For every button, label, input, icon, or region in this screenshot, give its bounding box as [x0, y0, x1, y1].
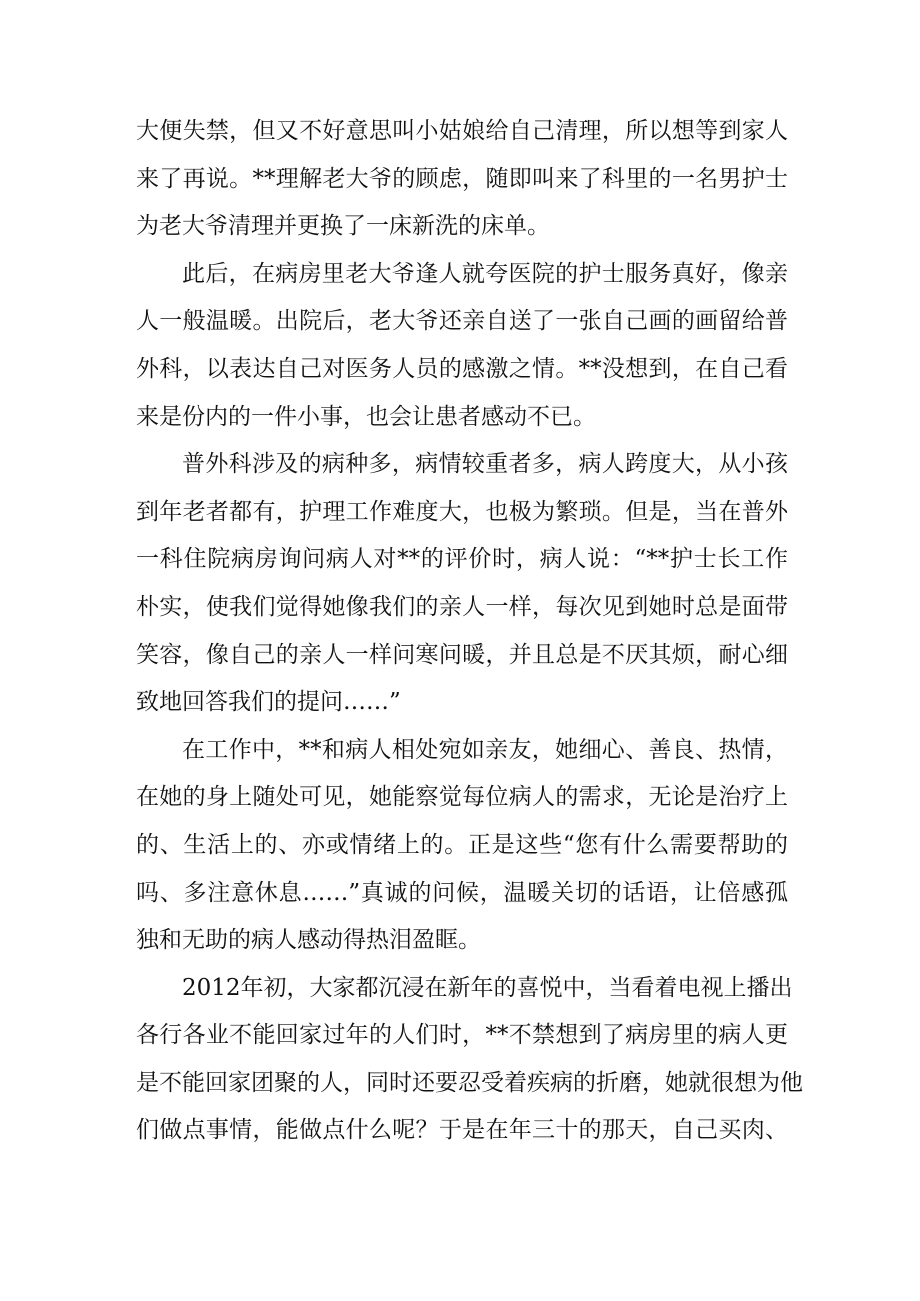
text-line: 朴实，使我们觉得她像我们的亲人一样，每次见到她时总是面带 — [136, 593, 788, 620]
text-line: 笑容，像自己的亲人一样问寒问暖，并且总是不厌其烦，耐心细 — [136, 641, 788, 668]
text-line: 的、生活上的、亦或情绪上的。正是这些“您有什么需要帮助的 — [136, 831, 788, 858]
paragraph — [136, 727, 788, 965]
text-line: 为老大爷清理并更换了一床新洗的床单。 — [136, 213, 550, 240]
text-line: 此后，在病房里老大爷逢人就夸医院的护士服务真好，像亲 — [182, 260, 788, 287]
text-line: 吗、多注意休息……”真诚的问候，温暖关切的话语，让倍感孤 — [136, 879, 788, 906]
text-line: 是不能回家团聚的人，同时还要忍受着疾病的折磨，她就很想为他 — [136, 1069, 803, 1096]
text-line: 独和无助的病人感动得热泪盈眶。 — [136, 927, 481, 954]
document-body — [136, 108, 803, 1155]
text-line: 大便失禁，但又不好意思叫小姑娘给自己清理，所以想等到家人 — [136, 118, 788, 144]
paragraph — [136, 441, 788, 727]
text-line: 在她的身上随处可见，她能察觉每位病人的需求，无论是治疗上 — [136, 784, 788, 811]
text-line: 一科住院病房询问病人对**的评价时，病人说：“**护士长工作 — [136, 546, 788, 573]
text-line: 来是份内的一件小事，也会让患者感动不已。 — [136, 403, 596, 430]
text-line: 来了再说。**理解老大爷的顾虑，随即叫来了科里的一名男护士 — [136, 165, 788, 192]
text-line: 致地回答我们的提问……” — [136, 689, 401, 716]
text-line: 在工作中，**和病人相处宛如亲友，她细心、善良、热情， — [182, 736, 788, 763]
text-line: 2012年初，大家都沉浸在新年的喜悦中，当看着电视上播出 — [182, 974, 793, 1001]
paragraph — [136, 251, 788, 441]
text-line: 到年老者都有，护理工作难度大，也极为繁琐。但是，当在普外 — [136, 498, 788, 525]
text-line: 人一般温暖。出院后，老大爷还亲自送了一张自己画的画留给普 — [136, 308, 788, 335]
paragraph — [136, 108, 788, 251]
text-line: 外科，以表达自己对医务人员的感激之情。**没想到，在自己看 — [136, 355, 788, 382]
text-line: 各行各业不能回家过年的人们时，**不禁想到了病房里的病人更 — [136, 1022, 788, 1049]
text-line: 们做点事情，能做点什么呢？于是在年三十的那天，自己买肉、 — [136, 1117, 788, 1144]
paragraph — [136, 965, 803, 1155]
text-line: 普外科涉及的病种多，病情较重者多，病人跨度大，从小孩 — [182, 451, 788, 478]
